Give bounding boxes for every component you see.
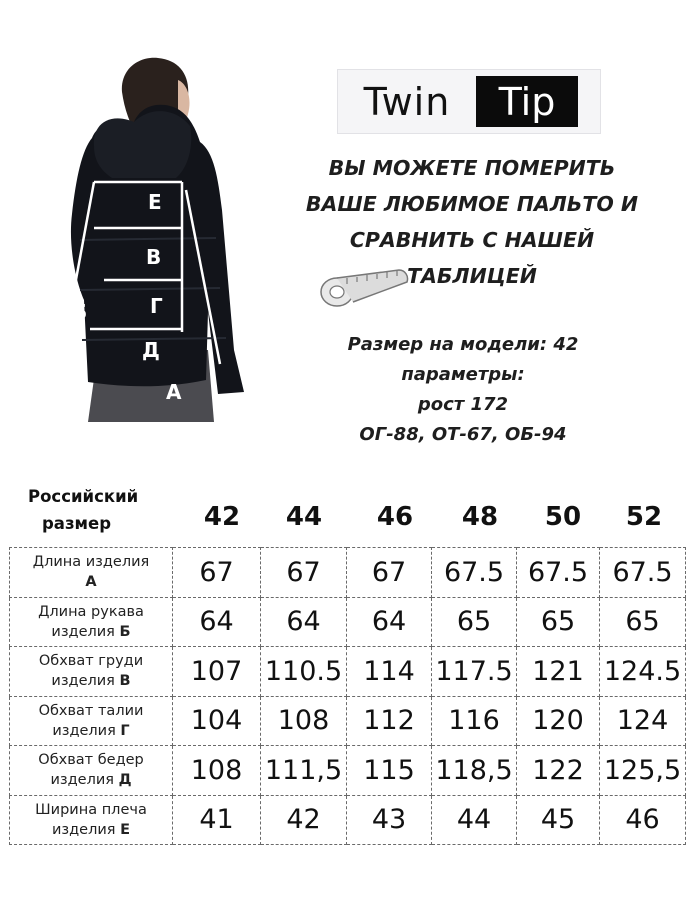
row-label-name: Обхват груди: [38, 653, 144, 670]
table-cell: 125,5: [600, 746, 686, 796]
brand-logo: [337, 69, 601, 134]
table-cell: 120: [517, 696, 600, 746]
row-label-name: Обхват талии: [38, 702, 144, 719]
table-cell: 65: [517, 597, 600, 647]
table-cell: 104: [173, 696, 261, 746]
row-label-sub: [10, 820, 172, 840]
size-header: 46: [376, 502, 414, 532]
table-cell: 124.5: [600, 647, 686, 697]
table-cell: 118,5: [432, 746, 517, 796]
row-label-sub: [10, 671, 172, 691]
row-label-prefix: изделия: [51, 821, 121, 838]
table-row: [10, 795, 686, 845]
table-cell: 115: [347, 746, 432, 796]
table-row: [10, 548, 686, 598]
size-header: 52: [625, 502, 663, 532]
table-cell: 108: [173, 746, 261, 796]
table-cell: 65: [600, 597, 686, 647]
table-cell: 65: [432, 597, 517, 647]
table-cell: 114: [347, 647, 432, 697]
table-cell: 46: [600, 795, 686, 845]
row-label: [10, 548, 173, 598]
row-label: [10, 696, 173, 746]
table-cell: 67: [173, 548, 261, 598]
table-cell: 64: [173, 597, 261, 647]
table-cell: 44: [432, 795, 517, 845]
table-row: [10, 746, 686, 796]
row-label-sub: [10, 572, 172, 592]
measuring-tape-icon: [313, 262, 413, 316]
zone-label-v: В: [146, 245, 162, 269]
row-label-name: Длина рукава: [38, 603, 144, 620]
table-cell: 67.5: [432, 548, 517, 598]
table-cell: 67: [261, 548, 347, 598]
size-header-line-1: Российский: [28, 487, 139, 506]
table-cell: 122: [517, 746, 600, 796]
row-label-prefix: изделия: [51, 673, 120, 690]
table-cell: 117.5: [432, 647, 517, 697]
model-info: [330, 330, 596, 450]
product-photo: [58, 50, 280, 422]
zone-label-b: Б: [72, 300, 88, 324]
model-measures-line: ОГ-88, ОТ-67, ОБ-94: [359, 424, 567, 445]
table-cell: 107: [173, 647, 261, 697]
row-label-sub: [10, 622, 172, 642]
size-headers: [0, 502, 690, 536]
row-letter: Г: [120, 722, 130, 739]
table-cell: 43: [347, 795, 432, 845]
size-header: 42: [203, 502, 241, 532]
brand-word-2: Tip: [476, 76, 578, 127]
size-header: 50: [544, 502, 582, 532]
zone-label-a: А: [166, 380, 182, 404]
table-cell: 64: [347, 597, 432, 647]
row-label: [10, 597, 173, 647]
table-row: [10, 597, 686, 647]
size-header: 44: [285, 502, 323, 532]
row-label: [10, 746, 173, 796]
table-cell: 45: [517, 795, 600, 845]
row-label-prefix: изделия: [52, 722, 121, 739]
row-letter: Б: [119, 623, 131, 640]
row-label-name: Ширина плеча: [35, 801, 147, 818]
zone-label-e: Е: [148, 190, 162, 214]
table-cell: 41: [173, 795, 261, 845]
zone-label-g: Г: [150, 294, 163, 318]
table-cell: 112: [347, 696, 432, 746]
model-height-line: рост 172: [417, 394, 509, 415]
row-label-prefix: изделия: [50, 772, 119, 789]
model-params-line: параметры:: [401, 364, 525, 385]
table-cell: 67.5: [600, 548, 686, 598]
table-cell: 67: [347, 548, 432, 598]
table-cell: 108: [261, 696, 347, 746]
table-cell: 42: [261, 795, 347, 845]
row-letter: Е: [120, 821, 130, 838]
headline: ВЫ МОЖЕТЕ ПОМЕРИТЬ ВАШЕ ЛЮБИМОЕ ПАЛЬТО И СРАВНИТЬ С НАШЕЙ ТАБЛИЦЕЙ: [305, 156, 639, 288]
zone-label-d: Д: [142, 338, 160, 362]
size-header-line-2: размер: [42, 514, 112, 533]
size-table: [9, 547, 686, 845]
table-cell: 110.5: [261, 647, 347, 697]
table-cell: 121: [517, 647, 600, 697]
table-row: [10, 696, 686, 746]
row-letter: В: [119, 673, 131, 690]
row-label: [10, 795, 173, 845]
model-size-line: Размер на модели: 42: [347, 334, 579, 355]
table-cell: 64: [261, 597, 347, 647]
row-letter: Д: [118, 772, 132, 789]
row-label: [10, 647, 173, 697]
table-row: [10, 647, 686, 697]
table-cell: 124: [600, 696, 686, 746]
table-cell: 67.5: [517, 548, 600, 598]
row-label-name: Обхват бедер: [38, 752, 144, 769]
size-header: 48: [461, 502, 499, 532]
row-label-name: Длина изделия: [32, 554, 150, 571]
table-cell: 111,5: [261, 746, 347, 796]
row-label-sub: [10, 721, 172, 741]
table-cell: 116: [432, 696, 517, 746]
row-label-sub: [10, 770, 172, 790]
row-letter: А: [85, 574, 97, 591]
brand-word-1: Twin: [363, 79, 451, 124]
row-label-prefix: изделия: [51, 623, 120, 640]
